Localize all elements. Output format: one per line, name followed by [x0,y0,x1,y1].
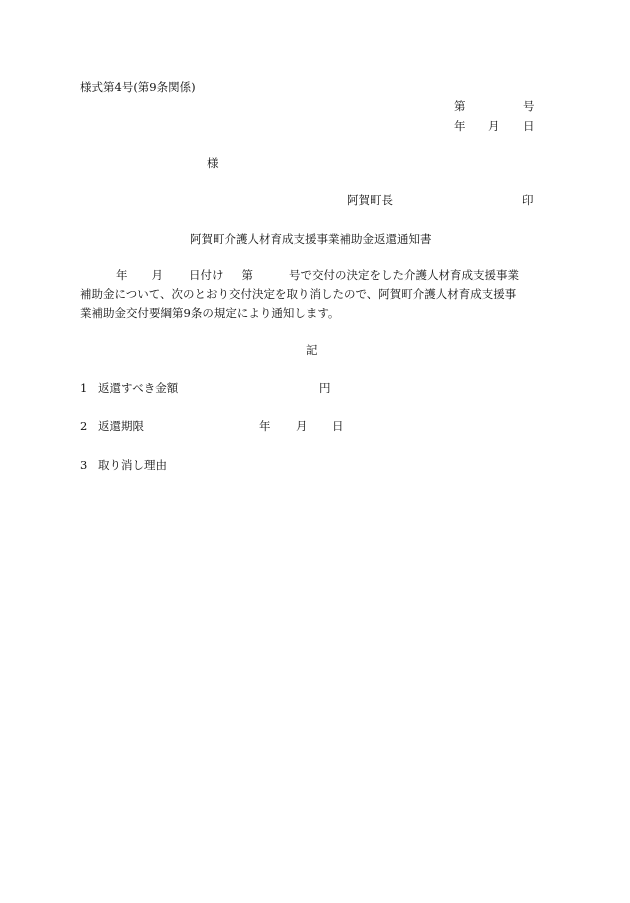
document-number-suffix: 号 [523,99,535,113]
item-label: 返還期限 [98,419,144,433]
body-dated: 日付け [189,268,224,282]
body-year: 年 [116,268,128,282]
document-title: 阿賀町介護人材育成支援事業補助金返還通知書 [190,232,432,246]
body-number-prefix: 第 [241,268,253,282]
item-refund-deadline [80,421,144,433]
body-line-1 [80,270,519,282]
item-number: 1 [80,381,88,395]
sender-name: 阿賀町長 [347,193,393,207]
document-number-prefix: 第 [454,99,466,113]
issue-date-year: 年 [454,119,466,133]
body-line-3: 業補助金交付要綱第9条の規定により通知します。 [80,306,340,320]
deadline-year: 年 [259,419,271,433]
deadline-month: 月 [296,419,308,433]
addressee-honorific: 様 [207,156,219,170]
body-line-2: 補助金について、次のとおり交付決定を取り消したので、阿賀町介護人材育成支援事 [80,287,517,301]
item-number: 2 [80,419,88,433]
item-refund-amount-unit: 円 [319,381,331,395]
item-cancellation-reason [80,460,167,472]
item-number: 3 [80,458,88,472]
body-line-1-text: 号で交付の決定をした介護人材育成支援事業 [289,268,519,282]
item-label: 取り消し理由 [98,458,167,472]
item-refund-amount [80,383,178,395]
ki-heading: 記 [306,343,318,357]
item-label: 返還すべき金額 [98,381,179,395]
body-month: 月 [151,268,163,282]
issue-date-month: 月 [488,119,500,133]
seal-mark: 印 [522,193,534,207]
issue-date-day: 日 [523,119,535,133]
form-number: 様式第4号(第9条関係) [80,80,196,94]
deadline-day: 日 [332,419,344,433]
